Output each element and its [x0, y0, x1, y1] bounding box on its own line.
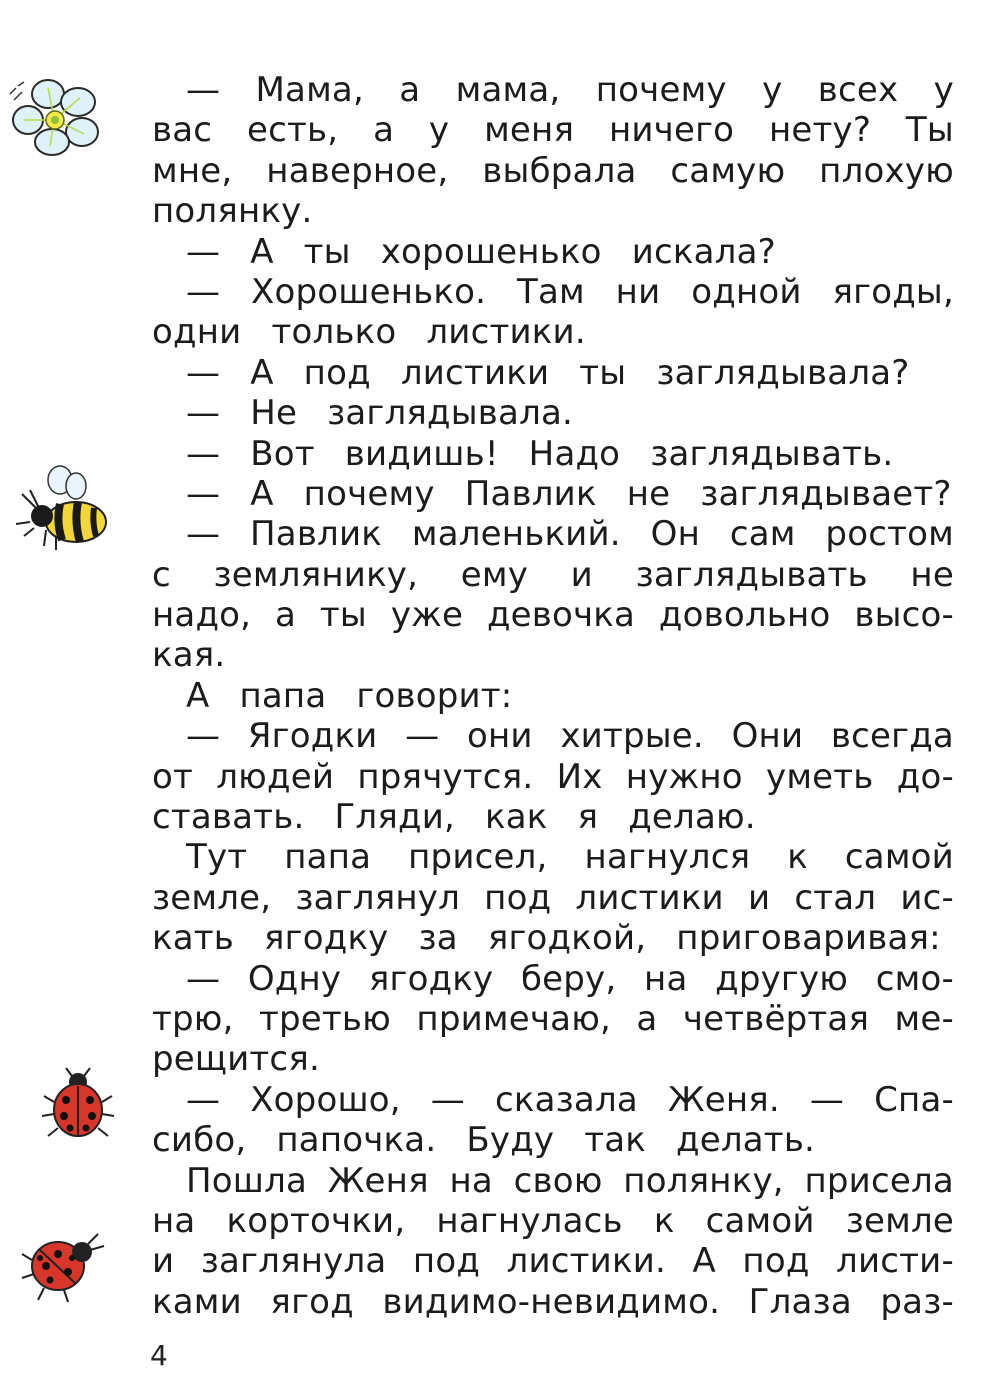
word: одни	[152, 312, 242, 353]
word: —	[186, 433, 221, 474]
word: земле,	[152, 877, 272, 918]
word: —	[809, 1079, 845, 1120]
word: самой	[705, 1200, 815, 1241]
text-line	[152, 918, 954, 958]
word: ростом	[825, 514, 954, 555]
word: —	[186, 231, 221, 272]
word: и	[570, 554, 593, 595]
word: примечаю,	[416, 998, 612, 1039]
word: Павлик	[250, 514, 383, 555]
word: под	[742, 1241, 810, 1282]
word: видимо-невидимо.	[382, 1281, 721, 1322]
word: есть,	[246, 110, 339, 151]
word: вас	[152, 110, 213, 151]
text-line	[152, 70, 954, 110]
word: Павлик	[464, 473, 597, 514]
text-line	[152, 191, 954, 231]
word: —	[186, 473, 221, 514]
word: А	[692, 1241, 716, 1282]
word: нету?	[768, 110, 872, 151]
word: самую	[670, 150, 786, 191]
word: не	[626, 473, 671, 514]
text-line	[152, 878, 954, 918]
word: а	[373, 110, 395, 151]
word: говорит:	[356, 675, 513, 716]
word: Надо	[528, 433, 621, 474]
word: ничего	[608, 110, 735, 151]
text-line	[152, 312, 954, 352]
word: людей	[216, 756, 335, 797]
word: Он	[650, 514, 701, 555]
word: делать.	[676, 1120, 816, 1161]
word: рещится.	[152, 1039, 320, 1080]
word: всегда	[830, 716, 954, 757]
text-line	[152, 999, 954, 1039]
word: А	[250, 231, 274, 272]
text-line	[152, 1282, 954, 1322]
word: всех	[817, 70, 899, 110]
word: —	[186, 393, 221, 434]
word: третью	[259, 998, 391, 1039]
word: листи-	[836, 1241, 954, 1282]
word: ты	[579, 352, 627, 393]
word: а	[636, 998, 658, 1039]
word: Не	[250, 393, 298, 434]
word: заглядывала.	[327, 393, 574, 434]
word: мама,	[455, 70, 561, 110]
word: одной	[691, 271, 802, 312]
word: видишь!	[344, 433, 499, 474]
word: присел,	[408, 837, 548, 878]
word: Хорошенько.	[251, 271, 487, 312]
word: у	[933, 70, 954, 110]
word: Женя.	[667, 1079, 780, 1120]
word: на	[644, 958, 688, 999]
word: полянку.	[152, 191, 313, 232]
word: на	[152, 1200, 196, 1241]
word: —	[186, 958, 221, 999]
word: А	[186, 675, 210, 716]
word: нужно	[625, 756, 743, 797]
word: самой	[844, 837, 954, 878]
word: плохую	[819, 150, 954, 191]
word: папочка.	[276, 1120, 437, 1161]
word: под	[412, 1241, 481, 1282]
word: сам	[729, 514, 796, 555]
word: папа	[239, 675, 327, 716]
ladybug-icon	[18, 1214, 108, 1304]
word: —	[186, 1079, 221, 1120]
word: листики.	[506, 1241, 666, 1282]
word: и	[747, 877, 771, 918]
word: не	[910, 554, 954, 595]
text-line	[152, 1161, 954, 1201]
word: меня	[484, 110, 575, 151]
word: Женя	[327, 1160, 429, 1201]
word: сибо,	[152, 1120, 247, 1161]
text-line	[152, 797, 954, 837]
text-line	[152, 959, 954, 999]
word: Пошла	[186, 1160, 308, 1201]
word: ягодку	[264, 918, 389, 959]
word: заглянула	[200, 1241, 387, 1282]
word: до-	[896, 756, 954, 797]
word: как	[485, 797, 548, 838]
word: а	[399, 70, 421, 110]
word: к	[653, 1200, 675, 1241]
word: Гляди,	[334, 797, 456, 838]
word: А	[250, 352, 274, 393]
word: —	[186, 514, 221, 555]
text-line	[152, 1201, 954, 1241]
word: Ты	[905, 110, 954, 151]
word: присела	[804, 1160, 954, 1201]
word: ягод	[270, 1281, 354, 1322]
word: они	[466, 716, 533, 757]
word: довольно	[658, 595, 831, 636]
word: Тут	[186, 837, 248, 878]
word: хитрые.	[560, 716, 704, 757]
word: заглядывает?	[700, 473, 952, 514]
text-line	[152, 1241, 954, 1281]
word: и	[152, 1241, 175, 1282]
word: делаю.	[628, 797, 756, 838]
word: кая.	[152, 635, 226, 676]
word: Ягодки	[247, 716, 378, 757]
text-line	[152, 474, 954, 514]
flower-icon	[4, 66, 108, 162]
word: у	[428, 110, 450, 151]
word: от	[152, 756, 194, 797]
text-line	[152, 757, 954, 797]
word: хорошенько	[380, 231, 602, 272]
text-line	[152, 1080, 954, 1120]
text-line	[152, 353, 954, 393]
word: уметь	[766, 756, 874, 797]
word: Спа-	[874, 1079, 954, 1120]
word: у	[762, 70, 783, 110]
word: ис-	[900, 877, 954, 918]
text-line	[152, 716, 954, 756]
word: только	[271, 312, 397, 353]
word: Они	[731, 716, 804, 757]
text-line	[152, 151, 954, 191]
word: ягодкой,	[487, 918, 647, 959]
page-number: 4	[150, 1339, 168, 1372]
word: листики	[575, 877, 724, 918]
ladybug-icon	[40, 1066, 116, 1146]
word: почему	[303, 473, 435, 514]
text-line	[152, 110, 954, 150]
word: трю,	[152, 998, 234, 1039]
word: под	[484, 877, 552, 918]
word: —	[186, 271, 221, 312]
word: так	[584, 1120, 647, 1161]
word: —	[186, 716, 221, 757]
word: я	[577, 797, 599, 838]
word: листики	[400, 352, 550, 393]
word: под	[303, 352, 371, 393]
word: раз-	[880, 1281, 954, 1322]
word: Буду	[466, 1120, 555, 1161]
word: —	[186, 352, 221, 393]
word: заглядывать	[635, 554, 868, 595]
word: Мама,	[255, 70, 364, 110]
word: свою	[513, 1160, 603, 1201]
word: папа	[284, 837, 372, 878]
word: маленький.	[411, 514, 621, 555]
word: высо-	[854, 595, 954, 636]
word: Там	[516, 271, 585, 312]
word: нагнулся	[584, 837, 751, 878]
word: беру,	[520, 958, 617, 999]
text-line	[152, 393, 954, 433]
word: смо-	[875, 958, 954, 999]
word: с	[152, 554, 171, 595]
text-line	[152, 635, 954, 675]
word: ты	[319, 595, 367, 636]
word: ему	[460, 554, 529, 595]
word: уже	[390, 595, 464, 636]
word: землянику,	[213, 554, 419, 595]
word: ягоды,	[832, 271, 954, 312]
word: Одну	[247, 958, 342, 999]
text-line	[152, 1120, 954, 1160]
word: к	[787, 837, 808, 878]
word: Хорошо,	[250, 1079, 401, 1120]
word: сказала	[494, 1079, 638, 1120]
word: другую	[715, 958, 849, 999]
word: прячутся.	[357, 756, 534, 797]
word: заглядывала?	[656, 352, 910, 393]
text-line	[152, 434, 954, 474]
word: стал	[794, 877, 877, 918]
word: кать	[152, 918, 235, 959]
word: ягодку	[368, 958, 494, 999]
word: искала?	[631, 231, 776, 272]
text-line	[152, 837, 954, 877]
word: Их	[556, 756, 603, 797]
text-line	[152, 676, 954, 716]
word: корточки,	[226, 1200, 406, 1241]
word: ме-	[894, 998, 954, 1039]
word: Вот	[250, 433, 315, 474]
word: заглянул	[295, 877, 461, 918]
word: приговаривая:	[676, 918, 941, 959]
word: земле	[845, 1200, 954, 1241]
word: Глаза	[748, 1281, 852, 1322]
text-line	[152, 555, 954, 595]
word: надо,	[152, 595, 252, 636]
word: ты	[303, 231, 351, 272]
story-text	[152, 70, 954, 1322]
word: мне,	[152, 150, 233, 191]
text-line	[152, 514, 954, 554]
text-line	[152, 272, 954, 312]
word: наверное,	[266, 150, 449, 191]
word: —	[186, 70, 221, 110]
word: выбрала	[482, 150, 637, 191]
word: почему	[595, 70, 727, 110]
word: заглядывать.	[650, 433, 894, 474]
word: —	[430, 1079, 465, 1120]
word: полянку,	[623, 1160, 784, 1201]
word: ставать.	[152, 797, 305, 838]
word: четвёртая	[682, 998, 870, 1039]
word: —	[405, 716, 440, 757]
bee-icon	[10, 462, 114, 558]
word: А	[250, 473, 274, 514]
word: а	[275, 595, 297, 636]
text-line	[152, 232, 954, 272]
word: ками	[152, 1281, 242, 1322]
word: листики.	[426, 312, 586, 353]
word: ни	[615, 271, 661, 312]
word: за	[418, 918, 458, 959]
word: нагнулась	[436, 1200, 623, 1241]
word: девочка	[486, 595, 636, 636]
text-line	[152, 1039, 954, 1079]
text-line	[152, 595, 954, 635]
word: на	[449, 1160, 493, 1201]
